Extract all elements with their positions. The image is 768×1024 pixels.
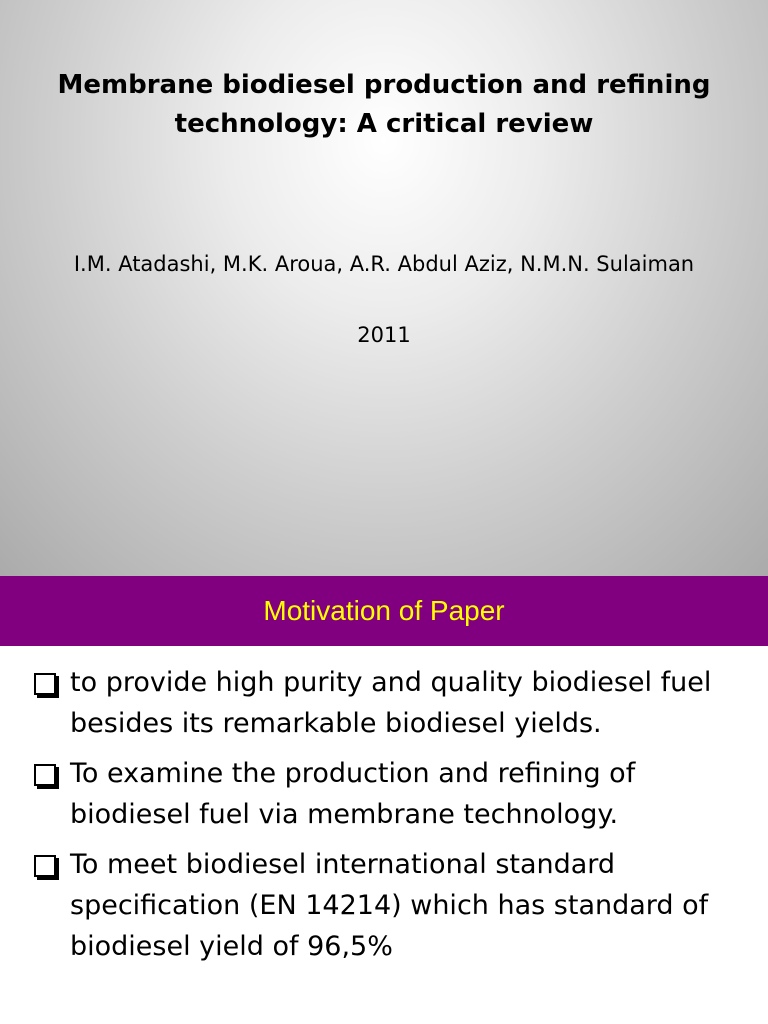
bullet-line: specification (EN 14214) which has standard of [70, 890, 709, 921]
title-line-2: technology: A critical review [174, 109, 594, 139]
title-line-1: Membrane biodiesel production and refining [57, 70, 711, 100]
list-item [32, 844, 752, 967]
bullet-line: besides its remarkable biodiesel yields. [70, 708, 602, 739]
checkbox-bullet-icon [34, 855, 56, 877]
bullet-line: To meet biodiesel international standard [70, 849, 616, 880]
paper-title [20, 66, 748, 144]
bullet-line: biodiesel yield of 96,5% [70, 931, 393, 962]
bullet-line: To examine the production and refining of [70, 758, 636, 789]
motivation-list [32, 662, 752, 976]
list-item [32, 662, 752, 744]
list-item [32, 753, 752, 835]
paper-year: 2011 [357, 323, 411, 347]
bullet-line: to provide high purity and quality biodiesel fuel [70, 667, 712, 698]
bullet-line: biodiesel fuel via membrane technology. [70, 799, 619, 830]
section-header-band [0, 576, 768, 646]
checkbox-bullet-icon [34, 673, 56, 695]
checkbox-bullet-icon [34, 764, 56, 786]
paper-authors: I.M. Atadashi, M.K. Aroua, A.R. Abdul Aziz, N.M.N. Sulaiman [73, 252, 695, 276]
section-title: Motivation of Paper [263, 595, 505, 626]
